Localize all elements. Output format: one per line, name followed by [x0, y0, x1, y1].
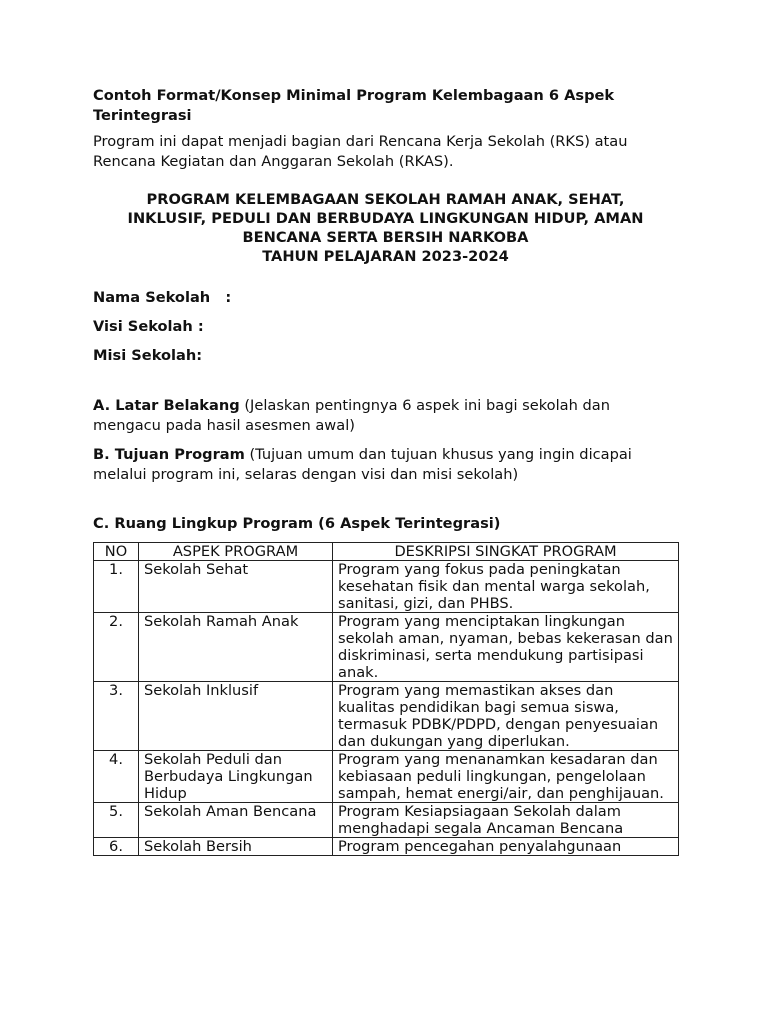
section-latar-belakang — [93, 396, 678, 436]
header-deskripsi: DESKRIPSI SINGKAT PROGRAM — [333, 543, 679, 561]
section-tujuan-text: (Tujuan umum dan tujuan khusus yang ingin dicapai melalui program ini, selaras dengan visi dan misi sekolah) — [93, 446, 632, 483]
table-row — [94, 751, 679, 803]
table-row — [94, 803, 679, 838]
document-heading: Contoh Format/Konsep Minimal Program Kelembagaan 6 Aspek Terintegrasi — [93, 87, 615, 124]
visi-sekolah-field: Visi Sekolah : — [93, 318, 204, 335]
row-deskripsi: Program Kesiapsiagaan Sekolah dalam menghadapi segala Ancaman Bencana — [333, 803, 679, 838]
table-header-row — [94, 543, 679, 561]
row-no: 3. — [94, 682, 139, 751]
nama-sekolah-field: Nama Sekolah : — [93, 289, 232, 306]
row-aspek: Sekolah Bersih — [139, 838, 333, 856]
row-deskripsi: Program yang menciptakan lingkungan sekolah aman, nyaman, bebas kekerasan dan diskriminasi, serta mendukung partisipasi anak. — [333, 613, 679, 682]
program-table — [93, 542, 679, 856]
table-row — [94, 682, 679, 751]
misi-sekolah-field: Misi Sekolah: — [93, 347, 203, 364]
table-row — [94, 561, 679, 613]
intro-paragraph: Program ini dapat menjadi bagian dari Rencana Kerja Sekolah (RKS) atau Rencana Kegiatan dan Anggaran Sekolah (RKAS). — [93, 133, 628, 170]
section-tujuan-program — [93, 445, 678, 485]
row-no: 4. — [94, 751, 139, 803]
program-title-line: INKLUSIF, PEDULI DAN BERBUDAYA LINGKUNGAN HIDUP, AMAN — [127, 210, 644, 227]
row-deskripsi: Program pencegahan penyalahgunaan — [333, 838, 679, 856]
section-tujuan-label: B. Tujuan Program — [93, 446, 245, 463]
row-deskripsi: Program yang fokus pada peningkatan kesehatan fisik dan mental warga sekolah, sanitasi, gizi, dan PHBS. — [333, 561, 679, 613]
section-latar-belakang-text: (Jelaskan pentingnya 6 aspek ini bagi sekolah dan mengacu pada hasil asesmen awal) — [93, 397, 610, 434]
row-aspek: Sekolah Sehat — [139, 561, 333, 613]
program-title — [93, 190, 678, 266]
program-title-line: BENCANA SERTA BERSIH NARKOBA — [242, 229, 529, 246]
program-title-line: TAHUN PELAJARAN 2023-2024 — [262, 248, 509, 265]
section-latar-belakang-label: A. Latar Belakang — [93, 397, 240, 414]
row-no: 1. — [94, 561, 139, 613]
row-no: 5. — [94, 803, 139, 838]
table-row — [94, 613, 679, 682]
header-aspek-program: ASPEK PROGRAM — [139, 543, 333, 561]
row-no: 6. — [94, 838, 139, 856]
row-aspek: Sekolah Peduli dan Berbudaya Lingkungan Hidup — [139, 751, 333, 803]
header-no: NO — [94, 543, 139, 561]
document-page — [93, 86, 678, 856]
program-title-line: PROGRAM KELEMBAGAAN SEKOLAH RAMAH ANAK, SEHAT, — [146, 191, 625, 208]
row-aspek: Sekolah Inklusif — [139, 682, 333, 751]
section-ruang-lingkup: C. Ruang Lingkup Program (6 Aspek Terintegrasi) — [93, 515, 501, 532]
row-no: 2. — [94, 613, 139, 682]
row-deskripsi: Program yang menanamkan kesadaran dan kebiasaan peduli lingkungan, pengelolaan sampah, hemat energi/air, dan penghijauan. — [333, 751, 679, 803]
row-deskripsi: Program yang memastikan akses dan kualitas pendidikan bagi semua siswa, termasuk PDBK/PDPD, dengan penyesuaian dan dukungan yang diperlukan. — [333, 682, 679, 751]
table-row — [94, 838, 679, 856]
row-aspek: Sekolah Aman Bencana — [139, 803, 333, 838]
row-aspek: Sekolah Ramah Anak — [139, 613, 333, 682]
